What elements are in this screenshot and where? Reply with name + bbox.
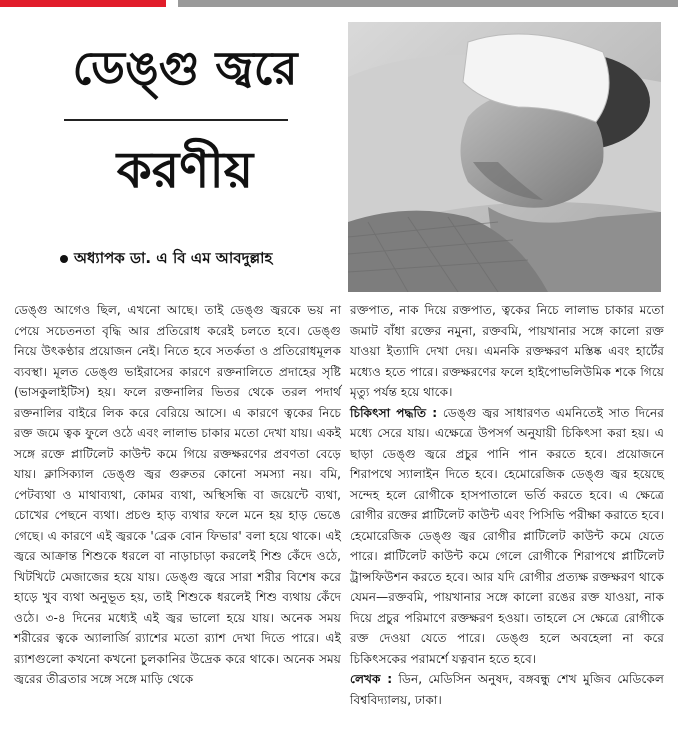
article-column-left [14,300,341,690]
article-column-right [350,300,664,710]
bullet-icon [60,255,68,263]
sick-person-illustration [348,22,661,292]
header-gray-bar [178,0,678,7]
byline [60,247,272,272]
treatment-paragraph [350,403,664,670]
writer-paragraph [350,669,664,710]
author-name: অধ্যাপক ডা. এ বি এম আবদুল্লাহ [74,249,273,267]
treatment-text: ডেঙ্গু জ্বর সাধারণত এমনিতেই সাত দিনের মধ্যে সেরে যায়। এক্ষেত্রে উপসর্গ অনুযায়ী চিকিৎসা করা হয়। এ ছাড়া ডেঙ্গু জ্বরে প্রচুর পানি পান করতে হবে। প্রয়োজনে শিরাপথে স্যালাইন দিতে হবে। হেমোরেজিক ডেঙ্গু জ্বর হয়েছে সন্দেহ হলে রোগীকে হাসপাতালে ভর্তি করতে হবে। এ ক্ষেত্রে রোগীর রক্তের প্লাটিলেট কাউন্ট এবং পিসিভি পরীক্ষা করাতে হবে। হেমোরেজিক ডেঙ্গু জ্বর রোগীর প্লাটিলেট কাউন্ট কমে যেতে পারে। প্লাটিলেট কাউন্ট কমে গেলে রোগীকে শিরাপথে প্লাটিলেট ট্রান্সফিউশন করতে হবে। আর যদি রোগীর প্রত্যক্ষ রক্তক্ষরণ থাকে যেমন—রক্তবমি, পায়খানার সঙ্গে কালো রঙের রক্ত যাওয়া, নাক দিয়ে প্রচুর পরিমাণে রক্তক্ষরণ হওয়া। তাহলে সে ক্ষেত্রে রোগীকে রক্ত দেওয়া যেতে পারে। ডেঙ্গু হলে অবহেলা না করে চিকিৎসকের পরামর্শে যত্নবান হতে হবে। [350,405,664,666]
header-accent-bar [0,0,166,7]
headline-divider [64,119,288,121]
writer-label: লেখক : [350,672,393,686]
treatment-label: চিকিৎসা পদ্ধতি : [350,405,438,420]
sick-person-photo [348,22,661,292]
headline-line-2: করণীয় [116,141,254,199]
body-paragraph: ডেঙ্গু আগেও ছিল, এখনো আছে। তাই ডেঙ্গু জ্বরকে ভয় না পেয়ে সচেতনতা বৃদ্ধি আর প্রতিরোধ করেই চলতে হবে। ডেঙ্গু নিয়ে উৎকণ্ঠার প্রয়োজন নেই। নিতে হবে সতর্কতা ও প্রতিরোধমূলক ব্যবস্থা। মূলত ডেঙ্গু ভাইরাসের কারণে রক্তনালিতে প্রদাহের সৃষ্টি (ভাসকুলাইটিস) হয়। ফলে রক্তনালির ভিতর থেকে তরল পদার্থ রক্তনালির বাইরে লিক করে বেরিয়ে আসে। এ কারণে ত্বকের নিচে রক্ত জমে ত্বক ফুলে ওঠে এবং লালাভ চাকার মতো দেখা যায়। একই সঙ্গে রক্তে প্লাটিলেট কাউন্ট কমে গিয়ে রক্তক্ষরণের প্রবণতা বেড়ে যায়। ক্লাসিক্যাল ডেঙ্গু জ্বর গুরুতর কোনো সমস্যা নয়। বমি, পেটব্যথা ও মাথাব্যথা, কোমর ব্যথা, অস্থিসন্ধি বা জয়েন্টে ব্যথা, চোখের পেছনে ব্যথা। প্রচণ্ড হাড় ব্যথার ফলে মনে হয় হাড় ভেঙে গেছে। এ কারণে এই জ্বরকে 'ব্রেক বোন ফিভার' বলা হয়ে থাকে। এই জ্বরে আক্রান্ত শিশুকে ধরলে বা নাড়াচাড়া করলেই শিশু কেঁদে ওঠে, খিটখিটে মেজাজের হয়ে যায়। ডেঙ্গু জ্বরে সারা শরীর বিশেষ করে হাড়ে খুব ব্যথা অনুভূত হয়, তাই শিশুকে ধরলেই শিশু ব্যথায় কেঁদে ওঠে। ৩-৪ দিনের মধ্যেই এই জ্বর ভালো হয়ে যায়। অনেক সময় শরীরের ত্বকে অ্যালার্জি র‍্যাশের মতো র‍্যাশ দেখা দিতে পারে। এই র‍্যাশগুলো কখনো কখনো চুলকানির উদ্রেক করে থাকে। অনেক সময় জ্বরের তীব্রতার সঙ্গে সঙ্গে মাড়ি থেকে [14,303,341,686]
headline-line-1: ডেঙ্গু জ্বরে [72,41,298,95]
body-paragraph: রক্তপাত, নাক দিয়ে রক্তপাত, ত্বকের নিচে লালাভ চাকার মতো জমাট বাঁধা রক্তের নমুনা, রক্তবমি, পায়খানার সঙ্গে কালো রক্ত যাওয়া ইত্যাদি দেখা দেয়। এমনকি রক্তক্ষরণ মস্তিষ্ক এবং হার্টের মধ্যেও হতে পারে। রক্তক্ষরণের ফলে হাইপোভলিউমিক শকে গিয়ে মৃত্যু পর্যন্ত হয়ে থাকে। [350,303,664,399]
writer-text: ডিন, মেডিসিন অনুষদ, বঙ্গবন্ধু শেখ মুজিব মেডিকেল বিশ্ববিদ্যালয়, ঢাকা। [350,672,664,707]
